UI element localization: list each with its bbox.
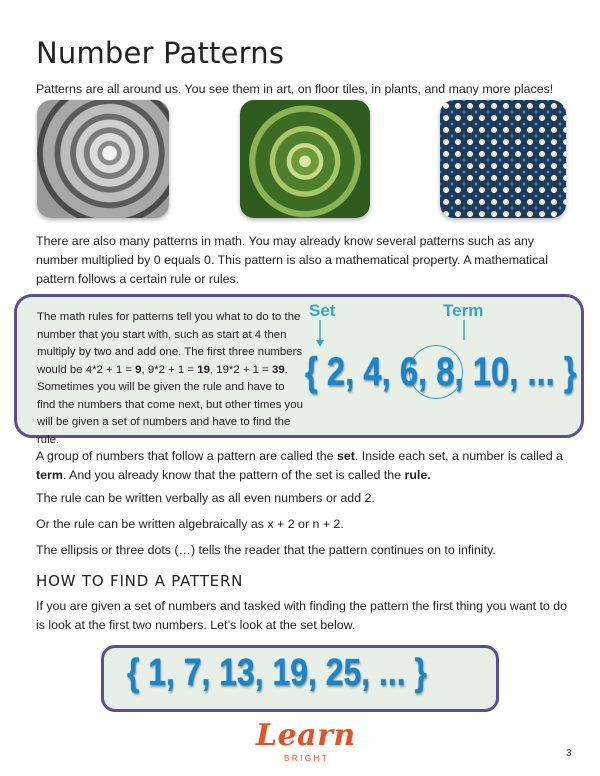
learn-bright-logo xyxy=(256,718,356,768)
ellipsis-paragraph: The ellipsis or three dots (…) tells the reader that the pattern continues on to infinity. xyxy=(36,543,496,557)
how-to-find-heading: HOW TO FIND A PATTERN xyxy=(36,572,244,590)
value-19: 19 xyxy=(197,363,210,376)
page-title: Number Patterns xyxy=(36,36,285,70)
term-arrow-icon xyxy=(459,320,469,342)
logo-wordmark: Learn xyxy=(256,718,356,753)
value-39: 39 xyxy=(272,363,285,376)
set-example-add-six: { 1, 7, 13, 19, 25, ... } xyxy=(127,652,427,694)
logo-subtitle: BRIGHT xyxy=(284,754,330,763)
spiral-staircase-image xyxy=(37,100,169,218)
set-label: Set xyxy=(309,301,336,320)
set-arrow-icon xyxy=(316,320,326,348)
set-example-even-numbers: { 2, 4, 6, 8, 10, ... } xyxy=(305,350,577,394)
value-9: 9 xyxy=(135,363,142,376)
term-label: Term xyxy=(443,301,484,320)
intro-paragraph: Patterns are all around us. You see them in art, on floor tiles, in plants, and many more places! xyxy=(36,82,554,96)
circle-tile-pattern-image xyxy=(440,100,566,218)
rule-verbal-paragraph: The rule can be written verbally as all even numbers or add 2. xyxy=(36,491,375,505)
set-term-rule-paragraph: A group of numbers that follow a pattern are called the set. Inside each set, a number is called a term. And you already know that the pattern of the set is called the rule. xyxy=(36,449,563,482)
callout-rules-paragraph: The math rules for patterns tell you what to do to the number that you start with, such as start at 4 then multiply by two and add one. The first three numbers would be 4*2 + 1 = 9, 9*2 + 1 = 19, 19*2 + 1 = 39. xyxy=(37,311,303,376)
spiral-aloe-plant-image xyxy=(240,100,370,218)
math-patterns-paragraph: There are also many patterns in math. You may already know several patterns such as any number multiplied by 0 equals 0. This pattern is also a mathematical property. A mathematical pattern follows a certain rule or rules. xyxy=(36,234,548,286)
callout-find-rule-paragraph: Sometimes you will be given the rule and have to find the numbers that come next, but other times you will be given a set of numbers and have to find the rule. xyxy=(37,381,303,446)
how-to-find-paragraph: If you are given a set of numbers and tasked with finding the pattern the first thing you want to do is look at the first two numbers. Let’s look at the set below. xyxy=(36,599,568,632)
page-number: 3 xyxy=(566,748,572,759)
rule-algebraic-paragraph: Or the rule can be written algebraically as x + 2 or n + 2. xyxy=(36,517,344,531)
